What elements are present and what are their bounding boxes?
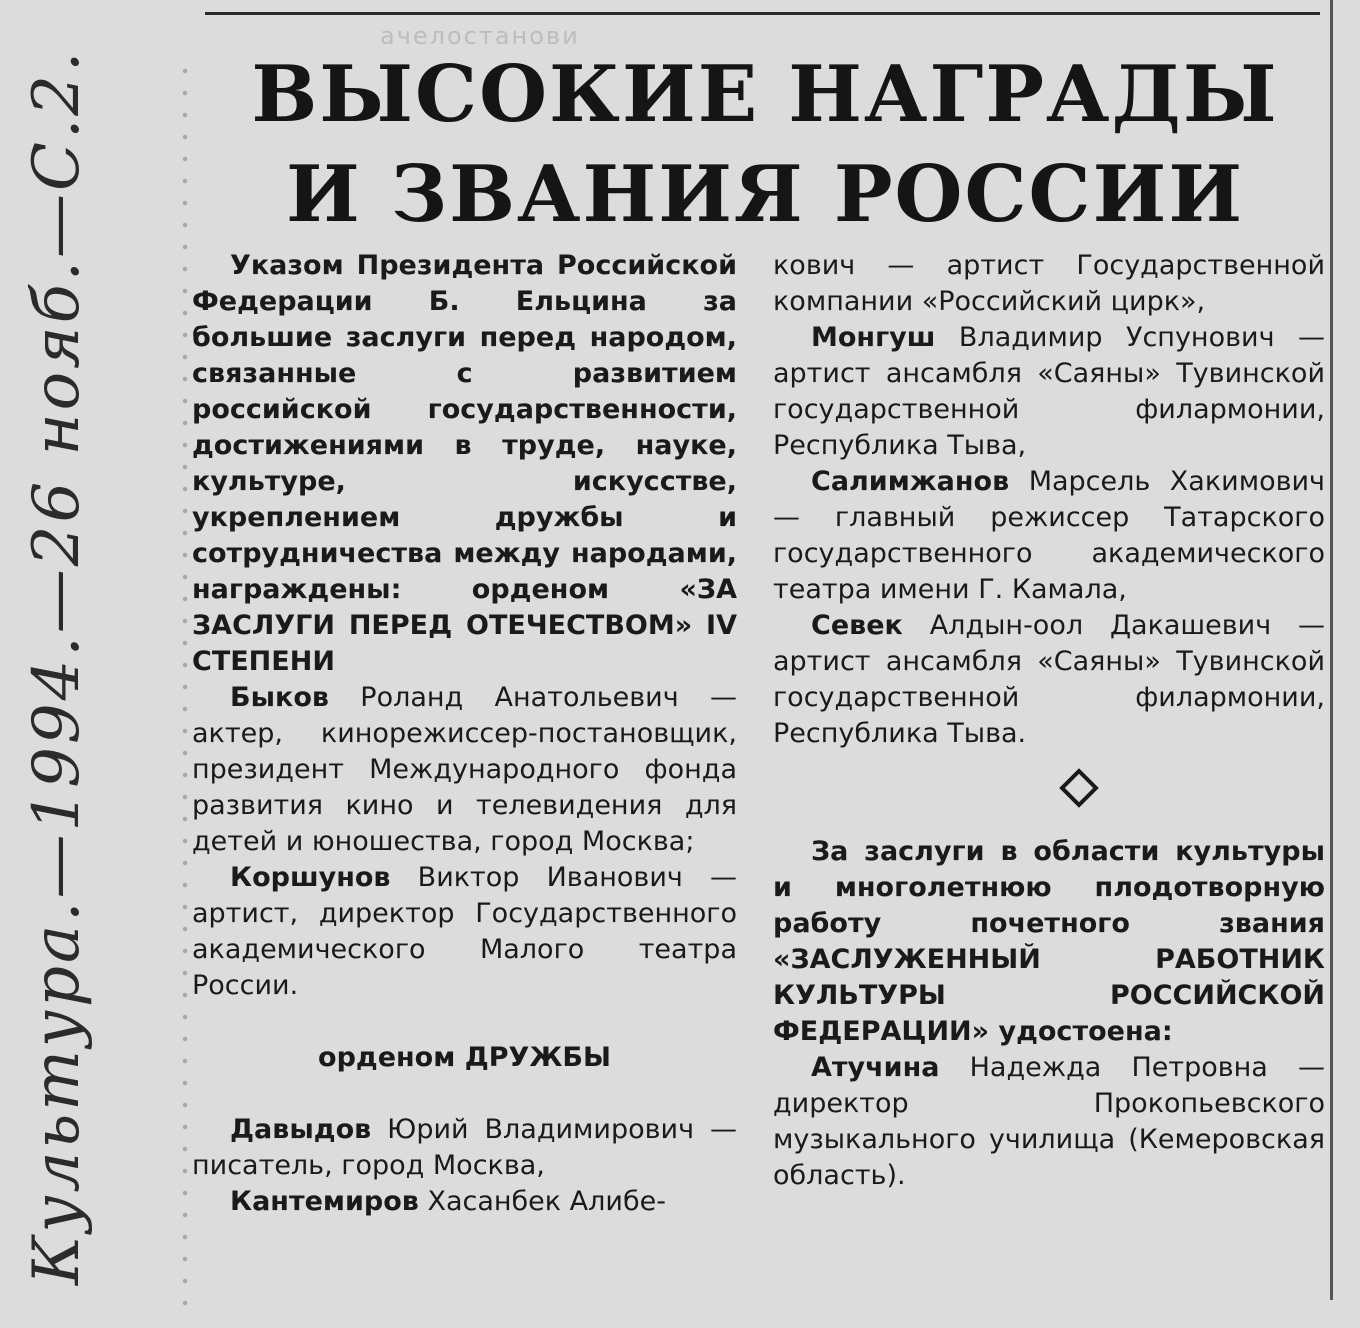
right-rule <box>1330 0 1333 1300</box>
award-entry <box>192 680 737 860</box>
awardee-name: Давыдов <box>230 1114 372 1145</box>
awardee-name: Кантемиров <box>230 1186 419 1217</box>
awardee-details: Марсель Хакимович — главный режиссер Татарского государственного академического театра имени Г. Камала, <box>773 466 1325 605</box>
award-entry <box>773 320 1325 464</box>
headline-line-2: И ЗВАНИЯ РОССИИ <box>285 149 1245 240</box>
top-rule <box>205 12 1320 15</box>
perforation-edge <box>178 60 192 1310</box>
entry-continuation: кович — артист Государственной компании «Российский цирк», <box>773 250 1325 317</box>
awardee-name: Быков <box>230 682 329 713</box>
title-decree-intro: За заслуги в области культуры и многолетнюю плодотворную работу почетного звания «ЗАСЛУЖЕННЫЙ РАБОТНИК КУЛЬТУРЫ РОССИЙСКОЙ ФЕДЕРАЦИИ» удостоена: <box>773 836 1325 1047</box>
section-divider <box>773 774 1325 812</box>
award-entry <box>773 464 1325 608</box>
awardee-name: Монгуш <box>811 322 936 353</box>
awardee-details: Роланд Анатольевич — актер, кинорежиссер-постановщик, президент Международного фонда развития кино и телевидения для детей и юношества, город Москва; <box>192 682 737 857</box>
section-heading: орденом ДРУЖБЫ <box>318 1042 611 1073</box>
awardee-details: Владимир Успунович — артист ансамбля «Саяны» Тувинской государственной филармонии, Республика Тыва, <box>773 322 1325 461</box>
award-entry <box>192 1112 737 1184</box>
right-column <box>773 248 1325 1194</box>
awardee-name: Салимжанов <box>811 466 1010 497</box>
awardee-details: Юрий Владимирович — писатель, город Москва, <box>192 1114 737 1181</box>
award-entry <box>192 1184 737 1220</box>
awardee-name: Атучина <box>811 1052 940 1083</box>
awardee-details: Алдын-оол Дакашевич — артист ансамбля «Саяны» Тувинской государственной филармонии, Республика Тыва. <box>773 610 1325 749</box>
headline-line-1: ВЫСОКИЕ НАГРАДЫ <box>251 49 1279 140</box>
awardee-name: Коршунов <box>230 862 391 893</box>
awardee-details: Виктор Иванович — артист, директор Государственного академического Малого театра России. <box>192 862 737 1001</box>
award-entry <box>773 608 1325 752</box>
diamond-icon <box>1059 768 1099 808</box>
award-entry <box>192 860 737 1004</box>
award-entry <box>773 1050 1325 1194</box>
headline <box>200 45 1330 245</box>
handwritten-source-note: Культура.—1994.—26 нояб.—С.2. <box>20 48 94 1285</box>
bleed-through-text: ачелостанови <box>380 22 580 50</box>
left-column <box>192 248 737 1220</box>
decree-intro: Указом Президента Российской Федерации Б. Ельцина за большие заслуги перед народом, связанные с развитием российской государственности, достижениями в труде, науке, культуре, искусстве, укреплением дружбы и сотрудничества между народами, награждены: орденом «ЗА ЗАСЛУГИ ПЕРЕД ОТЕЧЕСТВОМ» IV СТЕПЕНИ <box>192 250 737 677</box>
awardee-details: Надежда Петровна — директор Прокопьевского музыкального училища (Кемеровская область). <box>773 1052 1325 1191</box>
awardee-name: Севек <box>811 610 903 641</box>
awardee-details: Хасанбек Алибе- <box>418 1186 666 1217</box>
